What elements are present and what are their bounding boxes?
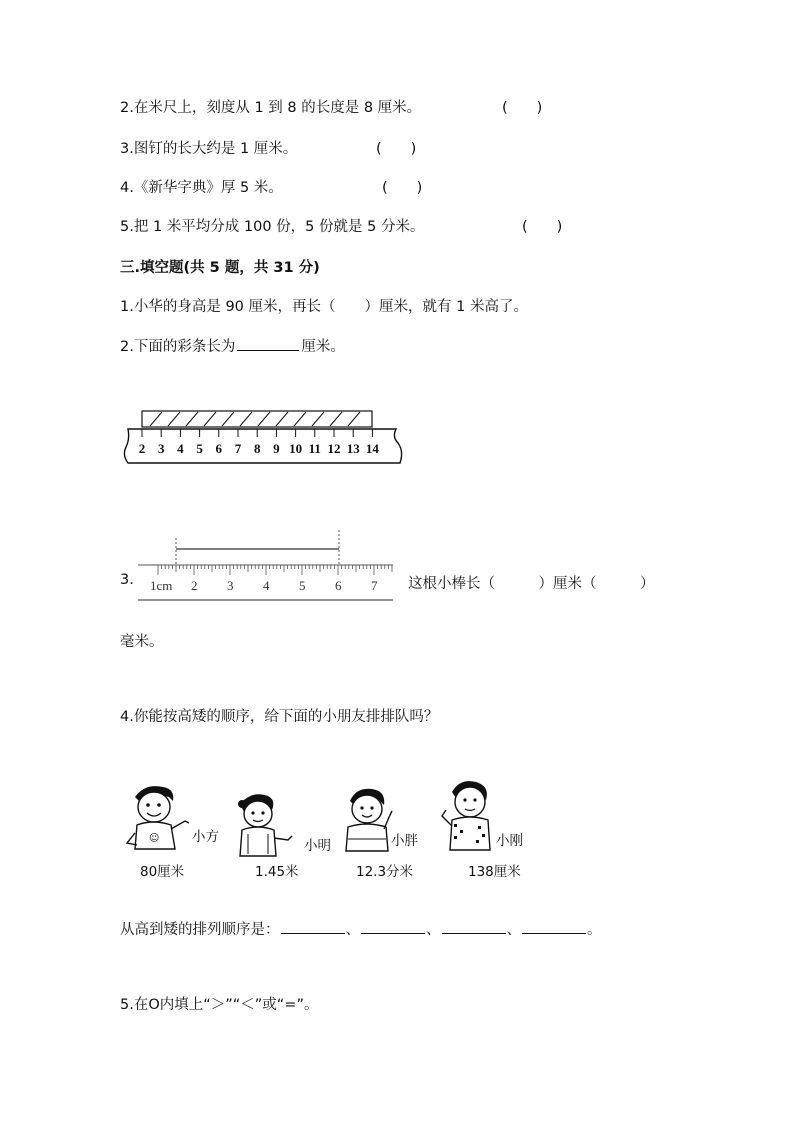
svg-text:☺: ☺ — [149, 833, 160, 844]
order-end: 。 — [587, 922, 602, 938]
ruler2-tick-label: 7 — [371, 578, 378, 593]
judge-q2-answer[interactable]: ( ) — [502, 100, 543, 116]
judge-q3: 3.图钉的长大约是 1 厘米。 — [120, 141, 298, 157]
kid-height-xiaogang: 138厘米 — [468, 864, 521, 880]
ruler1-tick-label: 8 — [253, 441, 261, 456]
ruler1-tick-label: 9 — [273, 441, 280, 456]
order-blank-1[interactable] — [281, 919, 345, 934]
ruler1-tick-label: 6 — [215, 441, 223, 456]
judge-q3-answer[interactable]: ( ) — [376, 141, 417, 157]
kid-xiaofang-figure — [125, 783, 195, 858]
ruler2-tick-label: 4 — [263, 578, 270, 593]
fill-q3-cont: 毫米。 — [120, 634, 164, 650]
ruler2-tick-label: 5 — [299, 578, 306, 593]
section-heading: 三.填空题(共 5 题，共 31 分) — [120, 260, 320, 276]
ruler1-tick-label: 4 — [177, 441, 184, 456]
fill-q3-text: 这根小棒长（ ）厘米（ ） — [408, 576, 655, 592]
kid-xiaoming-figure — [232, 790, 302, 860]
order-blank-3[interactable] — [442, 919, 506, 934]
kid-height-xiaofang: 80厘米 — [140, 864, 185, 880]
order-sep: 、 — [506, 922, 521, 938]
ruler1-tick-label: 11 — [308, 441, 321, 456]
ruler1-tick-label: 13 — [346, 441, 360, 456]
kid-height-xiaoming: 1.45米 — [255, 864, 299, 880]
ruler-with-stick — [138, 530, 398, 605]
kid-height-xiaopang: 12.3分米 — [356, 864, 414, 880]
ruler1-tick-label: 10 — [289, 441, 303, 456]
order-sep: 、 — [345, 922, 360, 938]
kid-name-xiaofang: 小方 — [192, 829, 219, 845]
ruler2-tick-label: 1cm — [150, 578, 173, 593]
fill-q1: 1.小华的身高是 90 厘米，再长（ ）厘米，就有 1 米高了。 — [120, 299, 528, 315]
judge-q5: 5.把 1 米平均分成 100 份，5 份就是 5 分米。 — [120, 219, 425, 235]
fill-q2-text: 2.下面的彩条长为 — [120, 339, 236, 355]
fill-q2-unit: 厘米。 — [301, 339, 345, 355]
ruler1-tick-label: 5 — [196, 441, 203, 456]
ruler-with-strip — [120, 405, 410, 475]
ruler1-tick-label: 12 — [327, 441, 341, 456]
ruler2-tick-label: 3 — [227, 578, 234, 593]
fill-q5: 5.在O内填上“＞”“＜”或“=”。 — [120, 997, 319, 1013]
fill-q3-number: 3. — [120, 572, 134, 588]
fill-q2 — [120, 335, 345, 356]
fill-q2-blank[interactable] — [237, 336, 299, 351]
judge-q4-answer[interactable]: ( ) — [382, 180, 423, 196]
order-blank-4[interactable] — [522, 919, 586, 934]
ruler1-tick-label: 3 — [157, 441, 165, 456]
kid-name-xiaopang: 小胖 — [391, 833, 418, 849]
ruler1-tick-label: 2 — [138, 441, 146, 456]
order-prefix: 从高到矮的排列顺序是： — [120, 922, 280, 938]
judge-q5-answer[interactable]: ( ) — [522, 219, 563, 235]
kid-name-xiaoming: 小明 — [304, 838, 331, 854]
judge-q4: 4.《新华字典》厚 5 米。 — [120, 180, 283, 196]
order-answer-line — [120, 918, 602, 939]
ruler2-tick-label: 6 — [335, 578, 342, 593]
judge-q2: 2.在米尺上，刻度从 1 到 8 的长度是 8 厘米。 — [120, 100, 422, 116]
ruler1-tick-label: 14 — [365, 441, 379, 456]
order-blank-2[interactable] — [361, 919, 425, 934]
ruler1-tick-label: 7 — [234, 441, 242, 456]
order-sep: 、 — [426, 922, 441, 938]
fill-q4: 4.你能按高矮的顺序，给下面的小朋友排排队吗？ — [120, 709, 439, 725]
ruler2-tick-label: 2 — [191, 578, 198, 593]
kid-name-xiaogang: 小刚 — [496, 833, 523, 849]
